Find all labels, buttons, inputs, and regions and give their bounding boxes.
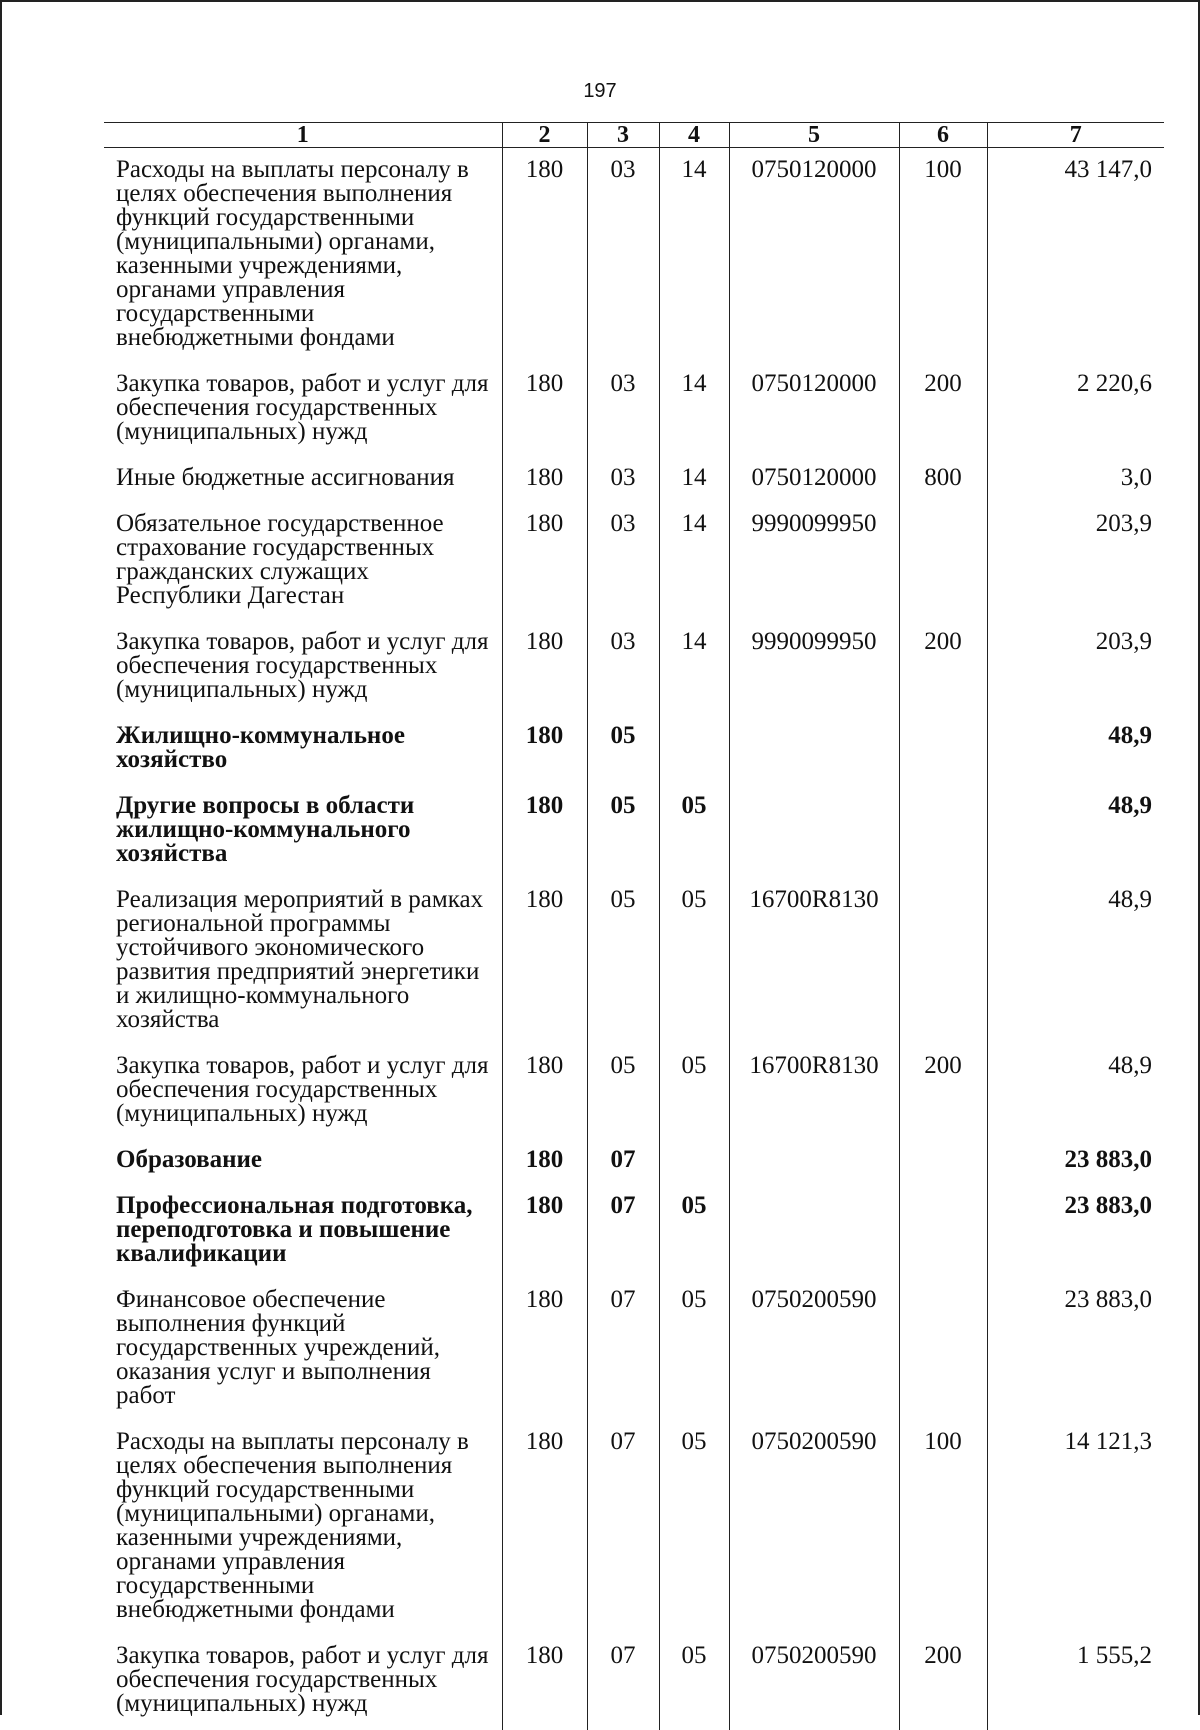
row-name-cell: Закупка товаров, работ и услуг для обеспечения государственных (муниципальных) нужд <box>104 1634 502 1730</box>
page-border-left <box>0 0 2 1715</box>
page-border-top <box>0 0 1200 2</box>
row-name-cell: Закупка товаров, работ и услуг для обеспечения государственных (муниципальных) нужд <box>104 620 502 714</box>
row-code-5-cell: 16700R8130 <box>729 878 899 1044</box>
row-code-6-cell <box>899 714 987 784</box>
table-body <box>104 148 1164 1730</box>
row-code-5-cell <box>729 1184 899 1278</box>
header-cell: 4 <box>659 123 729 148</box>
table-row <box>104 1420 1164 1634</box>
row-code-4-cell: 05 <box>659 784 729 878</box>
row-code-6-cell <box>899 878 987 1044</box>
row-code-3-cell: 03 <box>587 362 659 456</box>
row-code-6-cell: 800 <box>899 456 987 502</box>
row-amount-cell: 48,9 <box>987 878 1164 1044</box>
row-code-4-cell: 05 <box>659 1634 729 1730</box>
table-row <box>104 714 1164 784</box>
row-amount-cell: 203,9 <box>987 502 1164 620</box>
row-code-6-cell: 100 <box>899 1420 987 1634</box>
row-code-3-cell: 07 <box>587 1184 659 1278</box>
row-name-cell: Профессиональная подготовка, переподготовка и повышение квалификации <box>104 1184 502 1278</box>
page-number: 197 <box>0 80 1200 103</box>
row-code-3-cell: 03 <box>587 620 659 714</box>
row-code-5-cell: 9990099950 <box>729 502 899 620</box>
row-name-cell: Финансовое обеспечение выполнения функций государственных учреждений, оказания услуг и выполнения работ <box>104 1278 502 1420</box>
row-code-2-cell: 180 <box>502 1420 587 1634</box>
table-row <box>104 456 1164 502</box>
row-code-3-cell: 07 <box>587 1278 659 1420</box>
row-amount-cell: 48,9 <box>987 714 1164 784</box>
table-header-row <box>104 123 1164 148</box>
row-code-2-cell: 180 <box>502 1184 587 1278</box>
row-amount-cell: 14 121,3 <box>987 1420 1164 1634</box>
row-code-3-cell: 07 <box>587 1634 659 1730</box>
row-name-cell: Расходы на выплаты персоналу в целях обеспечения выполнения функций государственными (муниципальными) органами, казенными учреждениями, органами управления государственными внебюджетными фондами <box>104 148 502 363</box>
row-code-3-cell: 03 <box>587 148 659 363</box>
row-name-cell: Жилищно-коммунальное хозяйство <box>104 714 502 784</box>
table-row <box>104 784 1164 878</box>
row-code-3-cell: 07 <box>587 1420 659 1634</box>
row-code-3-cell: 05 <box>587 784 659 878</box>
budget-table <box>104 122 1164 1730</box>
row-name-cell: Закупка товаров, работ и услуг для обеспечения государственных (муниципальных) нужд <box>104 362 502 456</box>
table-row <box>104 362 1164 456</box>
row-code-5-cell: 9990099950 <box>729 620 899 714</box>
row-code-5-cell: 16700R8130 <box>729 1044 899 1138</box>
row-code-2-cell: 180 <box>502 1278 587 1420</box>
row-name-cell: Образование <box>104 1138 502 1184</box>
row-code-5-cell: 0750120000 <box>729 456 899 502</box>
row-code-4-cell: 05 <box>659 1278 729 1420</box>
row-code-6-cell <box>899 784 987 878</box>
row-code-4-cell: 05 <box>659 878 729 1044</box>
row-code-4-cell: 14 <box>659 148 729 363</box>
table-row <box>104 1138 1164 1184</box>
table-row <box>104 1278 1164 1420</box>
row-code-5-cell: 0750120000 <box>729 362 899 456</box>
row-code-4-cell: 05 <box>659 1044 729 1138</box>
row-code-2-cell: 180 <box>502 1138 587 1184</box>
table-row <box>104 1634 1164 1730</box>
row-code-6-cell: 200 <box>899 362 987 456</box>
row-code-4-cell: 14 <box>659 362 729 456</box>
row-name-cell: Обязательное государственное страхование государственных гражданских служащих Республики Дагестан <box>104 502 502 620</box>
row-code-5-cell <box>729 784 899 878</box>
row-code-2-cell: 180 <box>502 1634 587 1730</box>
row-amount-cell: 48,9 <box>987 784 1164 878</box>
row-code-5-cell <box>729 1138 899 1184</box>
row-amount-cell: 203,9 <box>987 620 1164 714</box>
header-cell: 7 <box>987 123 1164 148</box>
row-code-6-cell: 200 <box>899 1044 987 1138</box>
row-amount-cell: 1 555,2 <box>987 1634 1164 1730</box>
row-code-2-cell: 180 <box>502 878 587 1044</box>
row-code-2-cell: 180 <box>502 620 587 714</box>
row-code-6-cell: 200 <box>899 1634 987 1730</box>
row-code-2-cell: 180 <box>502 362 587 456</box>
table-row <box>104 1184 1164 1278</box>
table-row <box>104 502 1164 620</box>
row-amount-cell: 23 883,0 <box>987 1138 1164 1184</box>
row-code-3-cell: 07 <box>587 1138 659 1184</box>
row-name-cell: Иные бюджетные ассигнования <box>104 456 502 502</box>
row-code-6-cell <box>899 1184 987 1278</box>
row-code-2-cell: 180 <box>502 502 587 620</box>
row-code-4-cell: 14 <box>659 620 729 714</box>
table-row <box>104 1044 1164 1138</box>
row-name-cell: Закупка товаров, работ и услуг для обеспечения государственных (муниципальных) нужд <box>104 1044 502 1138</box>
row-code-2-cell: 180 <box>502 148 587 363</box>
row-amount-cell: 23 883,0 <box>987 1278 1164 1420</box>
row-code-6-cell: 200 <box>899 620 987 714</box>
header-cell: 5 <box>729 123 899 148</box>
row-code-2-cell: 180 <box>502 784 587 878</box>
header-cell: 3 <box>587 123 659 148</box>
row-code-4-cell: 14 <box>659 502 729 620</box>
row-code-6-cell: 100 <box>899 148 987 363</box>
row-code-6-cell <box>899 502 987 620</box>
row-code-2-cell: 180 <box>502 1044 587 1138</box>
header-cell: 2 <box>502 123 587 148</box>
row-amount-cell: 2 220,6 <box>987 362 1164 456</box>
header-cell: 1 <box>104 123 502 148</box>
row-code-5-cell: 0750200590 <box>729 1634 899 1730</box>
row-code-3-cell: 03 <box>587 502 659 620</box>
table-row <box>104 878 1164 1044</box>
row-code-5-cell: 0750120000 <box>729 148 899 363</box>
row-name-cell: Другие вопросы в области жилищно-коммунального хозяйства <box>104 784 502 878</box>
row-amount-cell: 43 147,0 <box>987 148 1164 363</box>
row-name-cell: Расходы на выплаты персоналу в целях обеспечения выполнения функций государственными (муниципальными) органами, казенными учреждениями, органами управления государственными внебюджетными фондами <box>104 1420 502 1634</box>
row-code-5-cell <box>729 714 899 784</box>
row-code-6-cell <box>899 1278 987 1420</box>
row-code-3-cell: 03 <box>587 456 659 502</box>
row-code-5-cell: 0750200590 <box>729 1420 899 1634</box>
row-code-2-cell: 180 <box>502 714 587 784</box>
row-amount-cell: 48,9 <box>987 1044 1164 1138</box>
row-code-4-cell: 05 <box>659 1420 729 1634</box>
row-code-4-cell: 05 <box>659 1184 729 1278</box>
row-code-4-cell <box>659 1138 729 1184</box>
row-code-6-cell <box>899 1138 987 1184</box>
row-amount-cell: 23 883,0 <box>987 1184 1164 1278</box>
row-code-4-cell <box>659 714 729 784</box>
row-code-3-cell: 05 <box>587 1044 659 1138</box>
row-code-3-cell: 05 <box>587 878 659 1044</box>
row-code-4-cell: 14 <box>659 456 729 502</box>
table-row <box>104 148 1164 363</box>
row-amount-cell: 3,0 <box>987 456 1164 502</box>
row-name-cell: Реализация мероприятий в рамках региональной программы устойчивого экономического развития предприятий энергетики и жилищно-коммунального хозяйства <box>104 878 502 1044</box>
table-row <box>104 620 1164 714</box>
row-code-2-cell: 180 <box>502 456 587 502</box>
header-cell: 6 <box>899 123 987 148</box>
row-code-3-cell: 05 <box>587 714 659 784</box>
row-code-5-cell: 0750200590 <box>729 1278 899 1420</box>
